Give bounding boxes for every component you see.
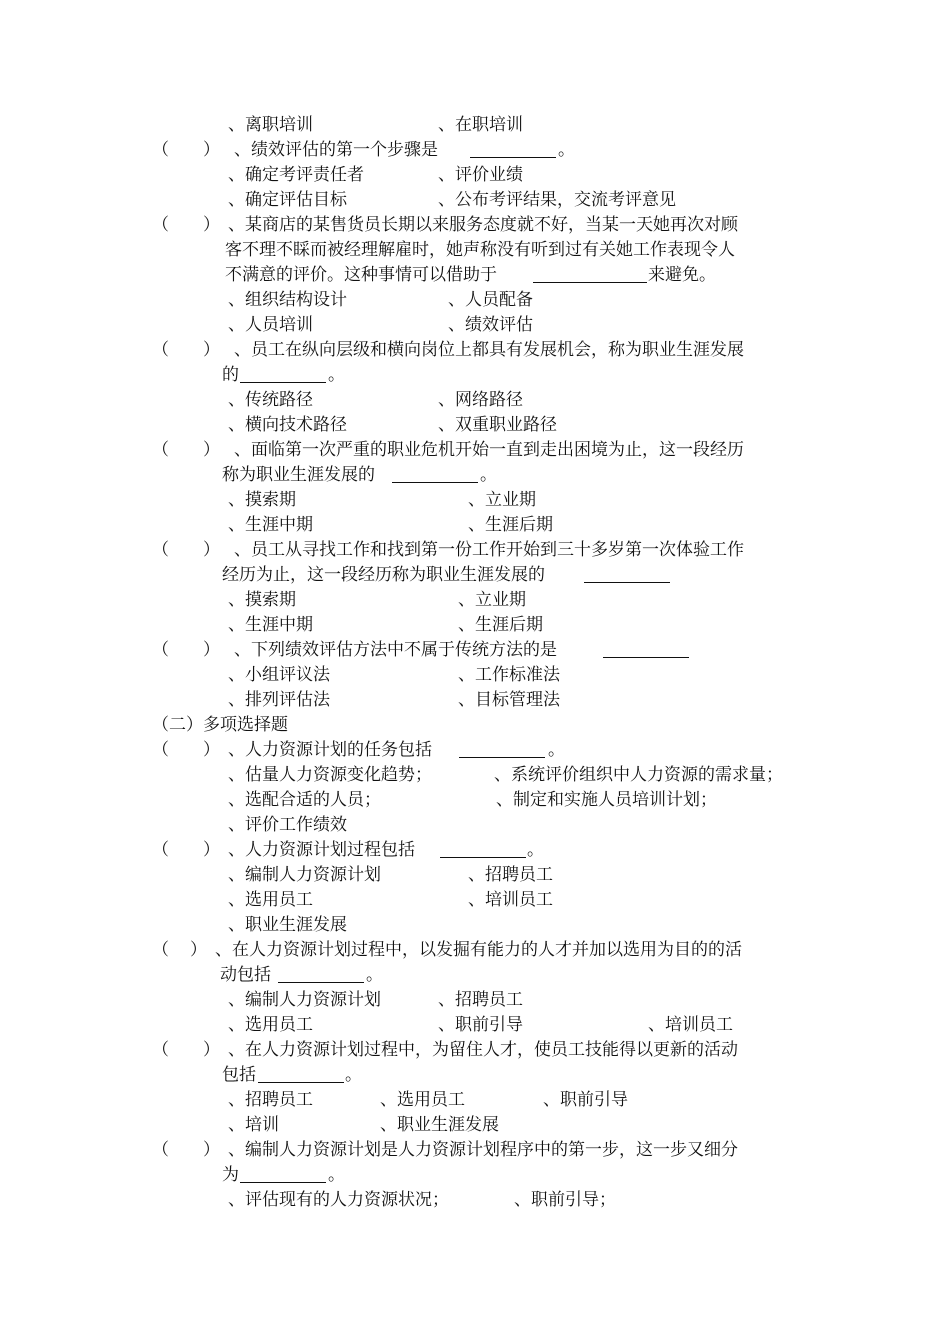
text-segment: 、绩效评估的第一个步骤是 bbox=[234, 140, 438, 160]
answer-blank bbox=[440, 838, 526, 862]
text-segment: 、系统评价组织中人力资源的需求量； bbox=[494, 765, 783, 785]
text-segment: ） bbox=[203, 340, 220, 360]
text-segment: 包括 bbox=[222, 1065, 256, 1085]
text-segment: 、生涯中期 bbox=[228, 615, 313, 635]
text-segment: 、员工在纵向层级和横向岗位上都具有发展机会，称为职业生涯发展 bbox=[234, 340, 744, 360]
answer-blank bbox=[459, 738, 545, 762]
text-segment: （ bbox=[152, 740, 169, 760]
text-segment: 、某商店的某售货员长期以来服务态度就不好，当某一天她再次对顾 bbox=[228, 215, 738, 235]
text-segment: ） bbox=[203, 140, 220, 160]
text-segment: 、公布考评结果，交流考评意见 bbox=[438, 190, 676, 210]
text-segment: 、培训员工 bbox=[648, 1015, 733, 1035]
text-segment: 、职业生涯发展 bbox=[228, 915, 347, 935]
text-segment: 、员工从寻找工作和找到第一份工作开始到三十多岁第一次体验工作 bbox=[234, 540, 744, 560]
text-segment: 。 bbox=[558, 140, 575, 160]
text-segment: ） bbox=[203, 1140, 220, 1160]
text-segment: 、选用员工 bbox=[380, 1090, 465, 1110]
answer-blank bbox=[584, 563, 670, 587]
text-segment: 。 bbox=[548, 740, 565, 760]
text-segment: 、绩效评估 bbox=[448, 315, 533, 335]
text-segment: 、在人力资源计划过程中，以发掘有能力的人才并加以选用为目的的活 bbox=[215, 940, 742, 960]
text-segment: 、培训员工 bbox=[468, 890, 553, 910]
text-segment: 、评价工作绩效 bbox=[228, 815, 347, 835]
text-segment: 。 bbox=[345, 1065, 362, 1085]
answer-blank bbox=[470, 138, 556, 162]
text-segment: 。 bbox=[328, 365, 345, 385]
answer-blank bbox=[258, 1063, 344, 1087]
answer-blank bbox=[392, 463, 478, 487]
text-segment: 、职前引导 bbox=[543, 1090, 628, 1110]
text-segment: （ bbox=[152, 940, 169, 960]
text-segment: ） bbox=[190, 940, 207, 960]
text-segment: 、培训 bbox=[228, 1115, 279, 1135]
text-segment: 、摸索期 bbox=[228, 590, 296, 610]
text-segment: 、人员培训 bbox=[228, 315, 313, 335]
text-segment: 、生涯中期 bbox=[228, 515, 313, 535]
text-segment: 客不理不睬而被经理解雇时，她声称没有听到过有关她工作表现令人 bbox=[225, 240, 735, 260]
text-segment: 为 bbox=[222, 1165, 239, 1185]
text-segment: ） bbox=[203, 740, 220, 760]
answer-blank bbox=[603, 638, 689, 662]
text-segment: 、招聘员工 bbox=[468, 865, 553, 885]
text-segment: 、人员配备 bbox=[448, 290, 533, 310]
text-segment: 、编制人力资源计划 bbox=[228, 990, 381, 1010]
text-segment: 、职业生涯发展 bbox=[380, 1115, 499, 1135]
text-segment: （ bbox=[152, 540, 169, 560]
text-segment: 、离职培训 bbox=[228, 115, 313, 135]
text-segment: 、编制人力资源计划是人力资源计划程序中的第一步，这一步又细分 bbox=[228, 1140, 738, 1160]
text-segment: 、评价业绩 bbox=[438, 165, 523, 185]
text-segment: 、估量人力资源变化趋势； bbox=[228, 765, 432, 785]
text-segment: （ bbox=[152, 840, 169, 860]
text-segment: 。 bbox=[328, 1165, 345, 1185]
text-segment: 、摸索期 bbox=[228, 490, 296, 510]
text-segment: 、网络路径 bbox=[438, 390, 523, 410]
text-segment: 来避免。 bbox=[648, 265, 716, 285]
text-segment: ） bbox=[203, 840, 220, 860]
text-segment: 的 bbox=[222, 365, 239, 385]
text-segment: 不满意的评价。这种事情可以借助于 bbox=[225, 265, 497, 285]
text-segment: （ bbox=[152, 440, 169, 460]
text-segment: 、职前引导； bbox=[514, 1190, 616, 1210]
text-segment: 、下列绩效评估方法中不属于传统方法的是 bbox=[234, 640, 557, 660]
text-segment: 、排列评估法 bbox=[228, 690, 330, 710]
text-segment: 经历为止，这一段经历称为职业生涯发展的 bbox=[222, 565, 545, 585]
text-segment: 、制定和实施人员培训计划； bbox=[496, 790, 717, 810]
text-segment: ） bbox=[203, 1040, 220, 1060]
text-segment: 、招聘员工 bbox=[228, 1090, 313, 1110]
answer-blank bbox=[240, 363, 326, 387]
text-segment: （ bbox=[152, 340, 169, 360]
text-segment: 、双重职业路径 bbox=[438, 415, 557, 435]
text-segment: ） bbox=[203, 540, 220, 560]
text-segment: （ bbox=[152, 640, 169, 660]
text-segment: （二）多项选择题 bbox=[152, 715, 288, 735]
text-segment: ） bbox=[203, 215, 220, 235]
text-segment: 、招聘员工 bbox=[438, 990, 523, 1010]
text-segment: 、在职培训 bbox=[438, 115, 523, 135]
text-segment: 、确定评估目标 bbox=[228, 190, 347, 210]
text-segment: 、目标管理法 bbox=[458, 690, 560, 710]
text-segment: 、人力资源计划的任务包括 bbox=[228, 740, 432, 760]
text-segment: 、横向技术路径 bbox=[228, 415, 347, 435]
text-segment: 。 bbox=[366, 965, 383, 985]
answer-blank bbox=[240, 1163, 326, 1187]
text-segment: 、面临第一次严重的职业危机开始一直到走出困境为止，这一段经历 bbox=[234, 440, 744, 460]
text-segment: 。 bbox=[527, 840, 544, 860]
text-segment: （ bbox=[152, 1140, 169, 1160]
text-segment: 、选配合适的人员； bbox=[228, 790, 381, 810]
text-segment: 、组织结构设计 bbox=[228, 290, 347, 310]
text-segment: 、立业期 bbox=[458, 590, 526, 610]
text-segment: （ bbox=[152, 140, 169, 160]
text-segment: 、评估现有的人力资源状况； bbox=[228, 1190, 449, 1210]
text-segment: 、选用员工 bbox=[228, 890, 313, 910]
text-segment: 。 bbox=[480, 465, 497, 485]
text-segment: 、确定考评责任者 bbox=[228, 165, 364, 185]
text-segment: 、选用员工 bbox=[228, 1015, 313, 1035]
text-segment: 称为职业生涯发展的 bbox=[222, 465, 375, 485]
text-segment: 、生涯后期 bbox=[468, 515, 553, 535]
text-segment: 、工作标准法 bbox=[458, 665, 560, 685]
answer-blank bbox=[533, 263, 647, 287]
text-segment: 、生涯后期 bbox=[458, 615, 543, 635]
text-segment: 动包括 bbox=[220, 965, 271, 985]
text-segment: （ bbox=[152, 215, 169, 235]
text-segment: （ bbox=[152, 1040, 169, 1060]
text-segment: 、小组评议法 bbox=[228, 665, 330, 685]
text-segment: 、在人力资源计划过程中，为留住人才，使员工技能得以更新的活动 bbox=[228, 1040, 738, 1060]
text-segment: 、职前引导 bbox=[438, 1015, 523, 1035]
text-segment: 、传统路径 bbox=[228, 390, 313, 410]
text-segment: ） bbox=[203, 440, 220, 460]
text-segment: 、立业期 bbox=[468, 490, 536, 510]
text-segment: 、编制人力资源计划 bbox=[228, 865, 381, 885]
answer-blank bbox=[278, 963, 364, 987]
text-segment: 、人力资源计划过程包括 bbox=[228, 840, 415, 860]
text-segment: ） bbox=[203, 640, 220, 660]
